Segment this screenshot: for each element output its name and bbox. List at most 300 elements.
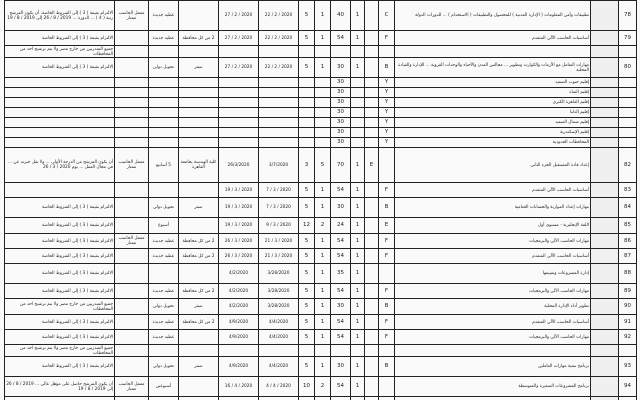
table-cell — [115, 284, 149, 299]
table-cell — [619, 46, 637, 58]
table-cell — [115, 108, 149, 118]
table-cell: الالتزام بقيمة ( 3 ) إلى الشروط الخاصة — [5, 249, 115, 264]
table-cell — [365, 198, 379, 218]
table-cell — [315, 46, 331, 58]
table-cell — [219, 98, 259, 108]
table-cell: صفر — [179, 299, 219, 315]
table-cell: 4/2/2020 — [219, 284, 259, 299]
table-cell: 30 — [331, 98, 351, 108]
table-cell: F — [379, 31, 395, 46]
table-cell: 30 — [331, 58, 351, 78]
table-cell — [379, 148, 395, 183]
table-cell: B — [379, 299, 395, 315]
table-cell: مهارات إعداد الموازنة والحسابات الختامية — [395, 198, 591, 218]
table-cell: 5 — [299, 330, 315, 345]
table-cell: عطيه جديدة — [149, 284, 179, 299]
table-cell: Y — [379, 88, 395, 98]
table-cell: أن يكون المرشح من الدرجة الأولى ... ولا تقل خبرته عن ... في مجال العمل ... يوم 2020 / 3 / 26 — [5, 148, 115, 183]
table-cell: 1 — [315, 315, 331, 330]
table-cell — [619, 345, 637, 357]
table-cell: 88 — [619, 264, 637, 284]
table-cell — [315, 118, 331, 128]
table-cell: أن يكون المرشح حاصل على مؤهل عالي ... 2019 / 8 / 26 إلى 2019 / 8 / 19 — [5, 377, 115, 397]
table-cell: E — [365, 148, 379, 183]
table-cell: E — [379, 218, 395, 234]
table-cell: 30 — [331, 108, 351, 118]
table-cell: 1 — [315, 31, 331, 46]
table-cell: 30 — [331, 118, 351, 128]
table-cell — [179, 264, 219, 284]
table-cell: 54 — [331, 284, 351, 299]
table-row — [5, 128, 637, 138]
table-row — [5, 31, 637, 46]
table-cell: 5 — [299, 198, 315, 218]
table-cell: F — [379, 284, 395, 299]
table-cell: عطيه جديدة — [149, 31, 179, 46]
table-cell: 5 — [299, 1, 315, 31]
table-cell — [619, 108, 637, 118]
table-cell: 54 — [331, 315, 351, 330]
table-cell: 2020 / 3 / 7 — [259, 183, 299, 198]
table-cell: معمل الحاسب ممتاز — [115, 377, 149, 397]
table-cell: 4/4/2020 — [259, 330, 299, 345]
table-cell: الالتزام بقيمة ( 3 ) إلى الشروط الخاصة — [5, 315, 115, 330]
table-cell — [365, 397, 379, 400]
table-cell: إقليم شمال الصعيد — [395, 118, 591, 128]
table-cell — [149, 98, 179, 108]
table-cell: 5 — [299, 299, 315, 315]
table-cell: 30 — [331, 128, 351, 138]
table-row — [5, 299, 637, 315]
table-cell — [365, 118, 379, 128]
table-cell — [365, 88, 379, 98]
table-cell — [365, 264, 379, 284]
table-cell — [365, 128, 379, 138]
table-cell — [395, 345, 591, 357]
table-cell — [179, 377, 219, 397]
table-cell — [591, 218, 619, 234]
table-row — [5, 198, 637, 218]
table-cell: C — [379, 1, 395, 31]
table-body — [5, 1, 637, 400]
table-cell: 4/9/2020 — [219, 330, 259, 345]
table-cell: 4/4/2020 — [259, 357, 299, 377]
table-cell: مهارات الحاسب الآلي والبرمجيات — [395, 234, 591, 249]
table-cell — [591, 183, 619, 198]
table-cell: Y — [379, 108, 395, 118]
table-cell: 91 — [619, 315, 637, 330]
table-cell: 78 — [619, 1, 637, 31]
table-cell: تحويل دولي — [149, 299, 179, 315]
table-cell: 3 — [299, 148, 315, 183]
table-cell: F — [379, 234, 395, 249]
table-cell: الالتزام بقيمة ( 3 ) إلى الشروط الخاصة — [5, 264, 115, 284]
table-cell — [365, 46, 379, 58]
table-cell: أساسيات الحاسب الآلي المتقدم — [395, 183, 591, 198]
table-cell — [365, 31, 379, 46]
table-row — [5, 345, 637, 357]
table-cell — [619, 118, 637, 128]
table-cell — [315, 108, 331, 118]
table-cell: 4/9/2020 — [219, 357, 259, 377]
table-cell: 89 — [619, 284, 637, 299]
table-cell — [351, 138, 365, 148]
table-cell — [331, 397, 351, 400]
table-cell: 1 — [315, 183, 331, 198]
table-cell: 2 من كل محافظة — [179, 234, 219, 249]
table-cell: 1 — [351, 330, 365, 345]
table-cell — [315, 138, 331, 148]
table-cell — [591, 377, 619, 397]
table-cell: Y — [379, 118, 395, 128]
table-cell: 1 — [315, 198, 331, 218]
table-cell: 5 — [299, 249, 315, 264]
table-cell: 1 — [351, 249, 365, 264]
table-cell — [219, 118, 259, 128]
table-cell — [299, 108, 315, 118]
table-cell — [179, 78, 219, 88]
table-cell — [115, 397, 149, 400]
table-cell — [365, 183, 379, 198]
table-cell: جميع المتدربين من خارج مصر ولا يتم ترشيح احد من المحافظات — [5, 299, 115, 315]
table-cell: جميع المتدربين من خارج مصر ولا يتم ترشيح احد من المحافظات — [5, 46, 115, 58]
table-cell: إعداد قادة المستقبل الجزء الثاني — [395, 148, 591, 183]
table-cell — [149, 183, 179, 198]
table-cell: 30 — [331, 78, 351, 88]
table-cell — [5, 108, 115, 118]
table-cell — [219, 88, 259, 98]
table-cell: 30 — [331, 299, 351, 315]
table-cell: 2020 / 2 / 22 — [259, 31, 299, 46]
table-cell — [179, 88, 219, 98]
table-cell: مهارات الحاسب الآلي والبرمجيات — [395, 330, 591, 345]
table-cell: 2020 / 2 / 22 — [259, 58, 299, 78]
table-cell: المحافظات الحدودية — [395, 138, 591, 148]
table-cell — [299, 138, 315, 148]
table-cell — [591, 138, 619, 148]
table-cell: Y — [379, 128, 395, 138]
table-cell — [591, 108, 619, 118]
table-cell — [149, 138, 179, 148]
table-cell — [115, 138, 149, 148]
table-cell: 2 من كل محافظة — [179, 249, 219, 264]
table-cell — [591, 98, 619, 108]
table-cell: معمل الحاسب ممتاز — [115, 148, 149, 183]
table-cell — [365, 218, 379, 234]
table-cell: تحويل دولي — [149, 58, 179, 78]
table-cell — [591, 234, 619, 249]
table-cell: 10 — [299, 377, 315, 397]
table-cell — [365, 299, 379, 315]
table-cell: 1 — [351, 284, 365, 299]
table-cell — [259, 118, 299, 128]
table-cell — [149, 397, 179, 400]
table-cell: إقليم جنوب الصعيد — [395, 78, 591, 88]
table-cell: الالتزام بقيمة ( 3 ) إلى الشروط الخاصة، أن يكون المرشح رتبة ( 4 ) ... الدورة ... 2019 / 8 / 26 إلى 2019 / 8 / 19 — [5, 1, 115, 31]
table-cell — [591, 198, 619, 218]
table-row — [5, 98, 637, 108]
course-schedule-table — [4, 0, 637, 400]
table-cell: 2020 / 2 / 27 — [219, 1, 259, 31]
table-cell — [259, 128, 299, 138]
table-row — [5, 108, 637, 118]
table-cell: 2020 / 3 / 26 — [219, 249, 259, 264]
table-cell: 30 — [331, 138, 351, 148]
table-cell — [219, 397, 259, 400]
table-cell: F — [379, 315, 395, 330]
table-cell — [395, 397, 591, 400]
table-cell — [351, 46, 365, 58]
table-cell: 2020 / 4 / 4 — [259, 377, 299, 397]
table-cell: 82 — [619, 148, 637, 183]
table-cell: 1 — [315, 58, 331, 78]
table-cell — [365, 108, 379, 118]
table-cell — [299, 88, 315, 98]
table-cell: 3/7/2020 — [259, 148, 299, 183]
table-cell — [5, 183, 115, 198]
table-cell: تحويل دولي — [149, 357, 179, 377]
table-cell — [315, 88, 331, 98]
table-cell — [365, 234, 379, 249]
table-cell: جميع المتدربين من خارج مصر ولا يتم ترشيح احد من المحافظات — [5, 345, 115, 357]
table-cell: صفر — [179, 198, 219, 218]
table-cell — [179, 118, 219, 128]
table-cell — [379, 397, 395, 400]
table-cell — [5, 98, 115, 108]
table-cell — [365, 330, 379, 345]
table-cell — [179, 46, 219, 58]
table-cell: 5 — [299, 315, 315, 330]
table-cell — [149, 88, 179, 98]
table-cell: 80 — [619, 58, 637, 78]
table-cell — [619, 98, 637, 108]
table-cell: 70 — [331, 148, 351, 183]
table-cell: 1 — [351, 198, 365, 218]
table-cell: 24 — [331, 218, 351, 234]
table-cell: إقليم الدلتا — [395, 108, 591, 118]
table-cell: الالتزام بقيمة ( 3 ) إلى الشروط الخاصة — [5, 58, 115, 78]
table-cell: F — [379, 183, 395, 198]
table-cell — [365, 58, 379, 78]
table-cell — [379, 264, 395, 284]
table-cell — [351, 108, 365, 118]
table-cell — [619, 78, 637, 88]
table-cell — [5, 118, 115, 128]
table-cell: 1 — [351, 1, 365, 31]
table-cell — [115, 118, 149, 128]
table-cell — [315, 98, 331, 108]
table-cell: 87 — [619, 249, 637, 264]
table-cell — [115, 46, 149, 58]
table-cell — [179, 128, 219, 138]
table-cell — [115, 299, 149, 315]
table-cell: أساسيات الحاسب الآلي المتقدم — [395, 31, 591, 46]
table-cell: 1 — [315, 249, 331, 264]
table-cell: 54 — [331, 31, 351, 46]
table-cell: 5 — [299, 284, 315, 299]
table-cell — [591, 46, 619, 58]
table-cell — [179, 108, 219, 118]
table-cell: عطيه جديدة — [149, 234, 179, 249]
table-cell — [219, 78, 259, 88]
table-cell: أساسيات الحاسب الآلي المتقدم — [395, 315, 591, 330]
table-row — [5, 118, 637, 128]
table-cell — [149, 108, 179, 118]
table-cell — [351, 118, 365, 128]
table-cell — [259, 397, 299, 400]
table-cell: 1 — [315, 330, 331, 345]
table-cell — [591, 1, 619, 31]
table-cell — [5, 397, 115, 400]
table-cell — [315, 78, 331, 88]
table-cell: 2020 / 2 / 27 — [219, 31, 259, 46]
table-cell — [299, 98, 315, 108]
table-cell — [115, 345, 149, 357]
table-cell: 1 — [351, 183, 365, 198]
table-cell: 2020 / 3 / 19 — [219, 218, 259, 234]
table-cell — [259, 108, 299, 118]
table-cell: F — [379, 249, 395, 264]
table-cell: الالتزام بقيمة ( 3 ) إلى الشروط الخاصة — [5, 234, 115, 249]
table-cell — [379, 345, 395, 357]
table-cell: 5 أسابيع — [149, 148, 179, 183]
table-cell — [179, 98, 219, 108]
table-cell — [591, 58, 619, 78]
table-cell: 94 — [619, 377, 637, 397]
table-cell: مهارات التعامل مع الأزمات والكوارث وتطوير ... مجالس المدن والأحياء والوحدات القروية ... للإدارة والقيادة المحلية — [395, 58, 591, 78]
table-row — [5, 234, 637, 249]
table-cell — [219, 345, 259, 357]
table-cell: 30 — [331, 198, 351, 218]
table-cell — [591, 284, 619, 299]
table-cell — [219, 108, 259, 118]
table-cell — [219, 138, 259, 148]
table-cell: عطيه جديدة — [149, 315, 179, 330]
table-row — [5, 138, 637, 148]
table-cell: 1 — [351, 377, 365, 397]
table-cell: 2020 / 3 / 9 — [259, 218, 299, 234]
table-cell: 2020 / 3 / 7 — [259, 198, 299, 218]
table-cell — [365, 284, 379, 299]
table-cell — [149, 46, 179, 58]
table-cell: برنامج تنمية مهارات العاملين — [395, 357, 591, 377]
table-cell: 90 — [619, 299, 637, 315]
table-cell: 54 — [331, 249, 351, 264]
table-cell — [591, 148, 619, 183]
table-cell: الالتزام بقيمة ( 3 ) إلى الشروط الخاصة — [5, 357, 115, 377]
table-cell — [299, 78, 315, 88]
table-cell: 2020 / 2 / 27 — [219, 58, 259, 78]
table-row — [5, 249, 637, 264]
table-cell — [179, 218, 219, 234]
table-cell: 1 — [315, 1, 331, 31]
table-cell: 2 من كل محافظة — [179, 284, 219, 299]
table-cell: 93 — [619, 357, 637, 377]
table-cell — [365, 315, 379, 330]
table-cell — [591, 78, 619, 88]
table-cell — [591, 315, 619, 330]
table-cell — [115, 315, 149, 330]
table-cell: معمل الحاسب ممتاز — [115, 234, 149, 249]
table-cell — [179, 345, 219, 357]
table-cell: أسبوع — [149, 218, 179, 234]
table-row — [5, 218, 637, 234]
table-cell: إقليم القاهرة الكبرى — [395, 98, 591, 108]
table-cell: 83 — [619, 183, 637, 198]
table-row — [5, 377, 637, 397]
table-cell — [591, 299, 619, 315]
table-cell: 92 — [619, 330, 637, 345]
table-cell — [115, 78, 149, 88]
table-cell — [179, 397, 219, 400]
table-cell — [365, 1, 379, 31]
table-cell: B — [379, 58, 395, 78]
table-cell: 5 — [299, 234, 315, 249]
table-cell — [315, 345, 331, 357]
table-cell — [351, 345, 365, 357]
table-cell — [365, 78, 379, 88]
table-cell: 40 — [331, 1, 351, 31]
table-cell — [259, 345, 299, 357]
table-cell: صفر — [179, 58, 219, 78]
table-cell — [179, 138, 219, 148]
table-cell: 2020 / 3 / 21 — [259, 234, 299, 249]
table-cell: كلية الهندسة بجامعة القاهرة — [179, 148, 219, 183]
table-cell: 1 — [351, 315, 365, 330]
table-cell: 1 — [351, 264, 365, 284]
table-cell — [115, 264, 149, 284]
table-cell: 3/28/2020 — [259, 264, 299, 284]
table-cell — [331, 345, 351, 357]
table-cell — [351, 128, 365, 138]
table-cell: Y — [379, 78, 395, 88]
table-row — [5, 357, 637, 377]
table-cell — [351, 397, 365, 400]
table-cell: 5 — [299, 58, 315, 78]
table-cell — [115, 330, 149, 345]
table-cell — [591, 357, 619, 377]
table-row — [5, 1, 637, 31]
table-cell — [591, 128, 619, 138]
table-row — [5, 148, 637, 183]
table-cell: معمل الحاسب ممتاز — [115, 1, 149, 31]
table-cell: 54 — [331, 330, 351, 345]
table-row — [5, 315, 637, 330]
table-cell: 4/4/2020 — [259, 315, 299, 330]
table-cell: 2 من كل محافظة — [179, 315, 219, 330]
table-cell — [351, 88, 365, 98]
table-cell — [259, 78, 299, 88]
table-cell: تطوير أداء الإدارة المحلية — [395, 299, 591, 315]
table-cell — [591, 249, 619, 264]
table-row — [5, 183, 637, 198]
table-cell: 30 — [331, 88, 351, 98]
table-row — [5, 330, 637, 345]
table-cell — [115, 88, 149, 98]
table-row — [5, 46, 637, 58]
table-cell — [591, 88, 619, 98]
table-cell — [591, 330, 619, 345]
table-row — [5, 78, 637, 88]
table-cell: 84 — [619, 198, 637, 218]
table-cell — [115, 198, 149, 218]
table-cell — [379, 377, 395, 397]
table-cell: برنامج المشروعات الصغيرة والمتوسطة — [395, 377, 591, 397]
table-cell: 1 — [351, 58, 365, 78]
table-cell: عطيه جديدة — [149, 249, 179, 264]
table-cell: اللغة الإنجليزية - مستوى أول — [395, 218, 591, 234]
table-cell — [115, 218, 149, 234]
